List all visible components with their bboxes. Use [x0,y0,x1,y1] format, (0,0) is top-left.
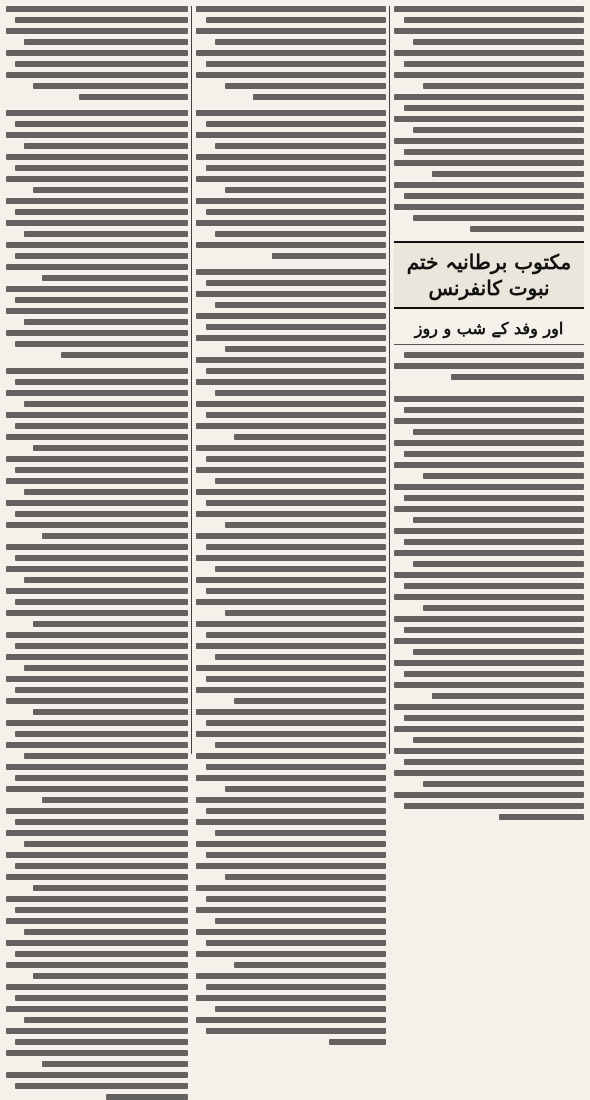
column-left [6,6,188,754]
column-rule [389,6,390,754]
article-headline: مکتوب برطانیہ ختم نبوت کانفرنس [406,250,572,300]
text-block [394,6,584,232]
text-block [6,110,188,358]
text-block [6,6,188,100]
text-block [196,269,386,1045]
headline-banner [394,241,584,309]
column-middle [196,6,386,754]
text-block [6,368,188,1100]
text-block [196,110,386,259]
article-subheading: اور وفد کے شب و روز [414,319,564,338]
column-right [394,6,584,754]
subheading-banner [394,316,584,345]
text-block [196,6,386,100]
text-block [394,352,584,820]
column-rule [191,6,192,754]
